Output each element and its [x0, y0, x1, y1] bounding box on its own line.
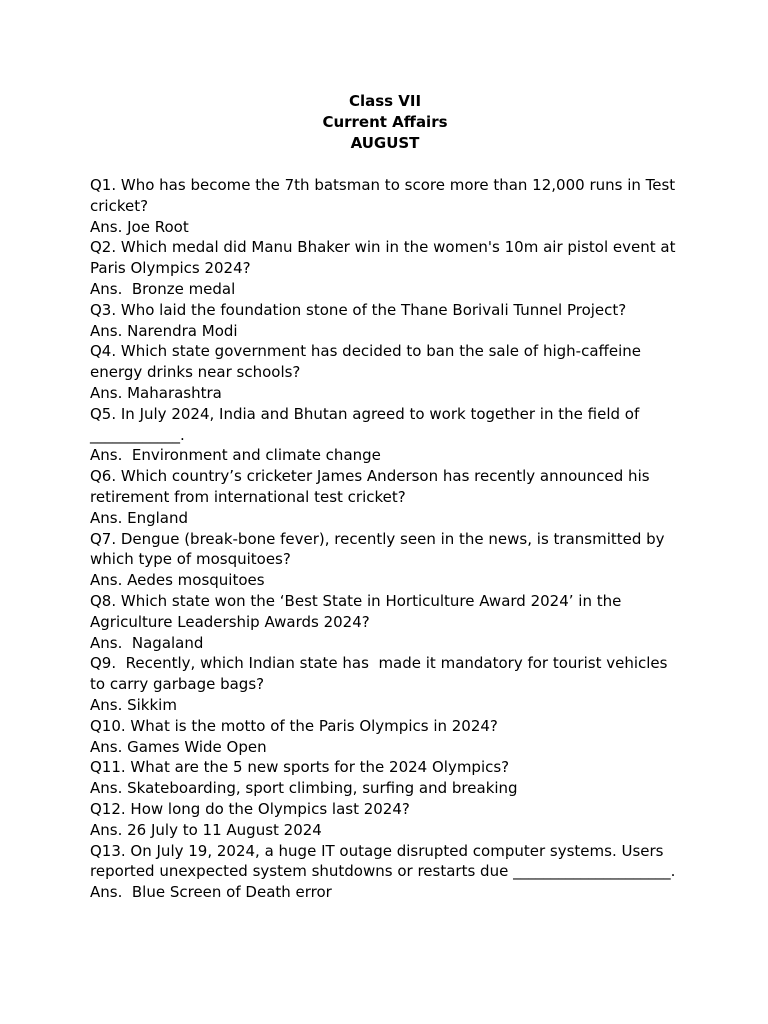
question-4: Q4. Which state government has decided to ban the sale of high-caffeine energy drinks near schools?	[90, 342, 646, 382]
answer-8: Ans. Nagaland	[90, 633, 204, 652]
question-13: Q13. On July 19, 2024, a huge IT outage disrupted computer systems. Users reported unexpected system shutdowns or restarts due _____________________.	[90, 841, 676, 881]
answer-11: Ans. Skateboarding, sport climbing, surfing and breaking	[90, 779, 518, 798]
question-9: Q9. Recently, which Indian state has made it mandatory for tourist vehicles to carry garbage bags?	[90, 654, 673, 694]
subject-title: Current Affairs	[322, 113, 448, 131]
month-title: AUGUST	[350, 134, 420, 152]
question-12: Q12. How long do the Olympics last 2024?	[90, 799, 410, 818]
question-10: Q10. What is the motto of the Paris Olympics in 2024?	[90, 716, 498, 735]
document-page	[90, 91, 680, 903]
answer-4: Ans. Maharashtra	[90, 383, 222, 402]
answer-13: Ans. Blue Screen of Death error	[90, 883, 332, 902]
answer-3: Ans. Narendra Modi	[90, 321, 238, 340]
answer-2: Ans. Bronze medal	[90, 279, 236, 298]
answer-10: Ans. Games Wide Open	[90, 737, 267, 756]
class-title: Class VII	[348, 92, 422, 110]
document-header	[90, 91, 680, 154]
answer-9: Ans. Sikkim	[90, 695, 177, 714]
answer-5: Ans. Environment and climate change	[90, 446, 381, 465]
question-5: Q5. In July 2024, India and Bhutan agreed to work together in the field of ____________.	[90, 404, 645, 444]
answer-1: Ans. Joe Root	[90, 217, 189, 236]
question-3: Q3. Who laid the foundation stone of the Thane Borivali Tunnel Project?	[90, 300, 627, 319]
question-7: Q7. Dengue (break-bone fever), recently seen in the news, is transmitted by which type of mosquitoes?	[90, 529, 670, 569]
answer-7: Ans. Aedes mosquitoes	[90, 571, 265, 590]
question-2: Q2. Which medal did Manu Bhaker win in the women's 10m air pistol event at Paris Olympics 2024?	[90, 238, 681, 278]
question-6: Q6. Which country’s cricketer James Anderson has recently announced his retirement from international test cricket?	[90, 467, 655, 506]
answer-12: Ans. 26 July to 11 August 2024	[90, 820, 322, 839]
qa-list	[90, 175, 680, 903]
answer-6: Ans. England	[90, 508, 189, 527]
question-8: Q8. Which state won the ‘Best State in Horticulture Award 2024’ in the Agriculture Leadership Awards 2024?	[90, 591, 627, 631]
question-11: Q11. What are the 5 new sports for the 2024 Olympics?	[90, 758, 510, 777]
question-1: Q1. Who has become the 7th batsman to score more than 12,000 runs in Test cricket?	[90, 176, 680, 215]
